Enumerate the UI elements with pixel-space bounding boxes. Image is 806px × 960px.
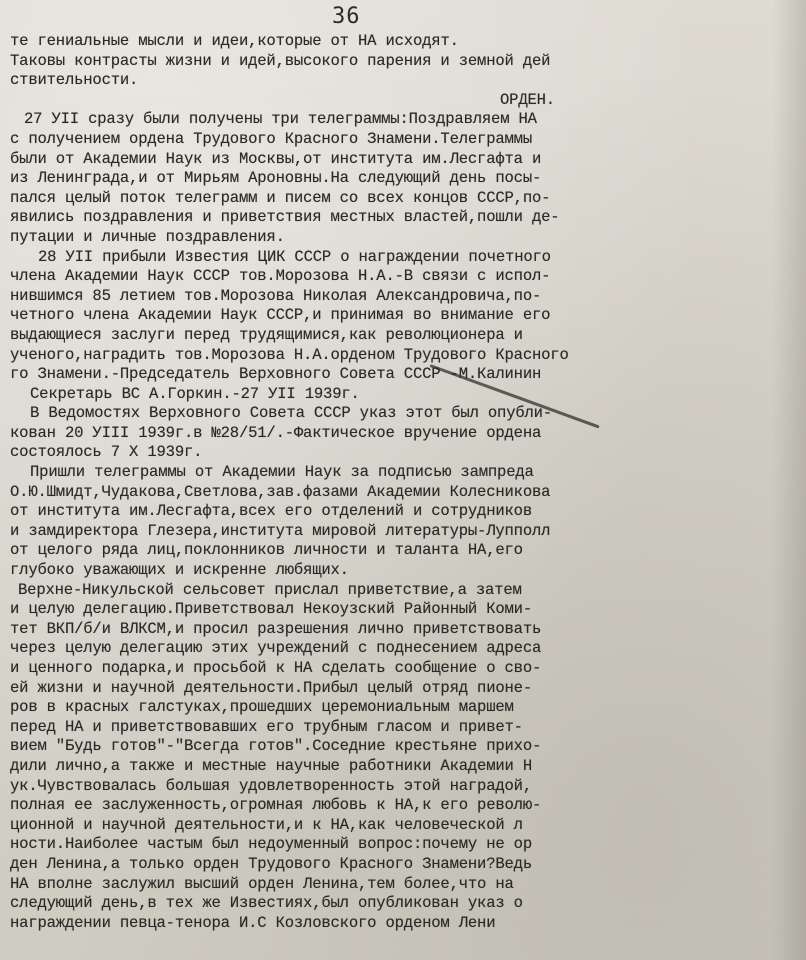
- text-line: полная ее заслуженность,огромная любовь к НА,к его револю-: [10, 796, 542, 815]
- text-line: ров в красных галстуках,прошедших церемониальным маршем: [10, 698, 514, 717]
- text-line: путации и личные поздравления.: [10, 227, 285, 246]
- text-line: ук.Чувствовалась большая удовлетворенность этой наградой,: [10, 776, 532, 795]
- text-line: следующий день,в тех же Известиях,был опубликован указ о: [10, 894, 523, 913]
- text-line: от института им.Лесгафта,всех его отделений и сотрудников: [10, 502, 532, 521]
- text-line: ей жизни и научной деятельности.Прибыл целый отряд пионе-: [10, 678, 532, 697]
- typewritten-text: [10, 32, 800, 933]
- text-line: Пришли телеграммы от Академии Наук за подписью зампреда: [30, 463, 534, 482]
- text-line: и целую делегацию.Приветствовал Некоузский Районный Коми-: [10, 600, 532, 619]
- text-line: те гениальные мысли и идеи,которые от НА исходят.: [10, 32, 459, 50]
- text-line: ционной и научной деятельности,и к НА,как человеческой л: [10, 815, 523, 834]
- text-line: пался целый поток телеграмм и писем со всех концов СССР,по-: [10, 188, 551, 207]
- text-line: 27 УII сразу были получены три телеграммы:Поздравляем НА: [24, 110, 537, 129]
- page-number: 36: [332, 4, 361, 29]
- text-line: состоялось 7 Х 1939г.: [10, 443, 203, 462]
- text-line: О.Ю.Шмидт,Чудакова,Светлова,зав.фазами Академии Колесникова: [10, 482, 551, 501]
- text-line: с получением ордена Трудового Красного Знамени.Телеграммы: [10, 129, 532, 148]
- text-line: кован 20 УIII 1939г.в №28/51/.-Фактическое вручение ордена: [10, 423, 542, 442]
- text-line: го Знамени.-Председатель Верховного Совета СССР -М.Калинин: [10, 365, 542, 384]
- text-line: ден Ленина,а только орден Трудового Красного Знамени?Ведь: [10, 854, 532, 873]
- text-line: ности.Наиболее частым был недоуменный вопрос:почему не ор: [10, 835, 532, 854]
- text-line: четного члена Академии Наук СССР,и принимая во внимание его: [10, 306, 551, 325]
- text-line: В Ведомостях Верховного Совета СССР указ этот был опубли-: [30, 404, 552, 423]
- text-line: награждении певца-тенора И.С Козловского орденом Лени: [10, 913, 496, 932]
- text-line: Верхне-Никульской сельсовет прислал приветствие,а затем: [18, 580, 522, 599]
- text-line: ученого,наградить тов.Морозова Н.А.орденом Трудового Красного: [10, 345, 569, 364]
- text-line: вием "Будь готов"-"Всегда готов".Соседние крестьяне прихо-: [10, 737, 542, 756]
- text-line: и замдиректора Глезера,института мировой литературы-Лупполл: [10, 521, 551, 540]
- text-line: явились поздравления и приветствия местных властей,пошли де-: [10, 208, 560, 227]
- text-line: члена Академии Наук СССР тов.Морозова Н.А.-В связи с испол-: [10, 267, 551, 286]
- text-line: тет ВКП/б/и ВЛКСМ,и просил разрешения лично приветствовать: [10, 619, 542, 638]
- text-line: из Ленинграда,и от Мирьям Ароновны.На следующий день посы-: [10, 169, 542, 188]
- text-line: от целого ряда лиц,поклонников личности и таланта НА,его: [10, 541, 523, 560]
- text-line: нившимся 85 летием тов.Морозова Николая Александровича,по-: [10, 286, 542, 305]
- text-line: глубоко уважающих и искренне любящих.: [10, 561, 349, 580]
- text-line: НА вполне заслужил высший орден Ленина,тем более,что на: [10, 874, 514, 893]
- text-line: были от Академии Наук из Москвы,от института им.Лесгафта и: [10, 149, 542, 168]
- section-heading: ОРДЕН.: [500, 90, 555, 109]
- text-line: через целую делегацию этих учреждений с поднесением адреса: [10, 639, 542, 658]
- text-line: 28 УII прибыли Известия ЦИК СССР о награждении почетного: [38, 247, 551, 266]
- text-line: Таковы контрасты жизни и идей,высокого парения и земной дей: [10, 51, 551, 70]
- text-line: и ценного подарка,и просьбой к НА сделать сообщение о сво-: [10, 659, 542, 677]
- text-line: Секретарь ВС А.Горкин.-27 УII 1939г.: [30, 384, 360, 403]
- text-line: перед НА и приветствовавших его трубным гласом и привет-: [10, 717, 523, 736]
- text-line: выдающиеся заслуги перед трудящимися,как революционера и: [10, 325, 523, 344]
- text-line: ствительности.: [10, 71, 139, 90]
- text-line: дили лично,а также и местные научные работники Академии Н: [10, 756, 532, 775]
